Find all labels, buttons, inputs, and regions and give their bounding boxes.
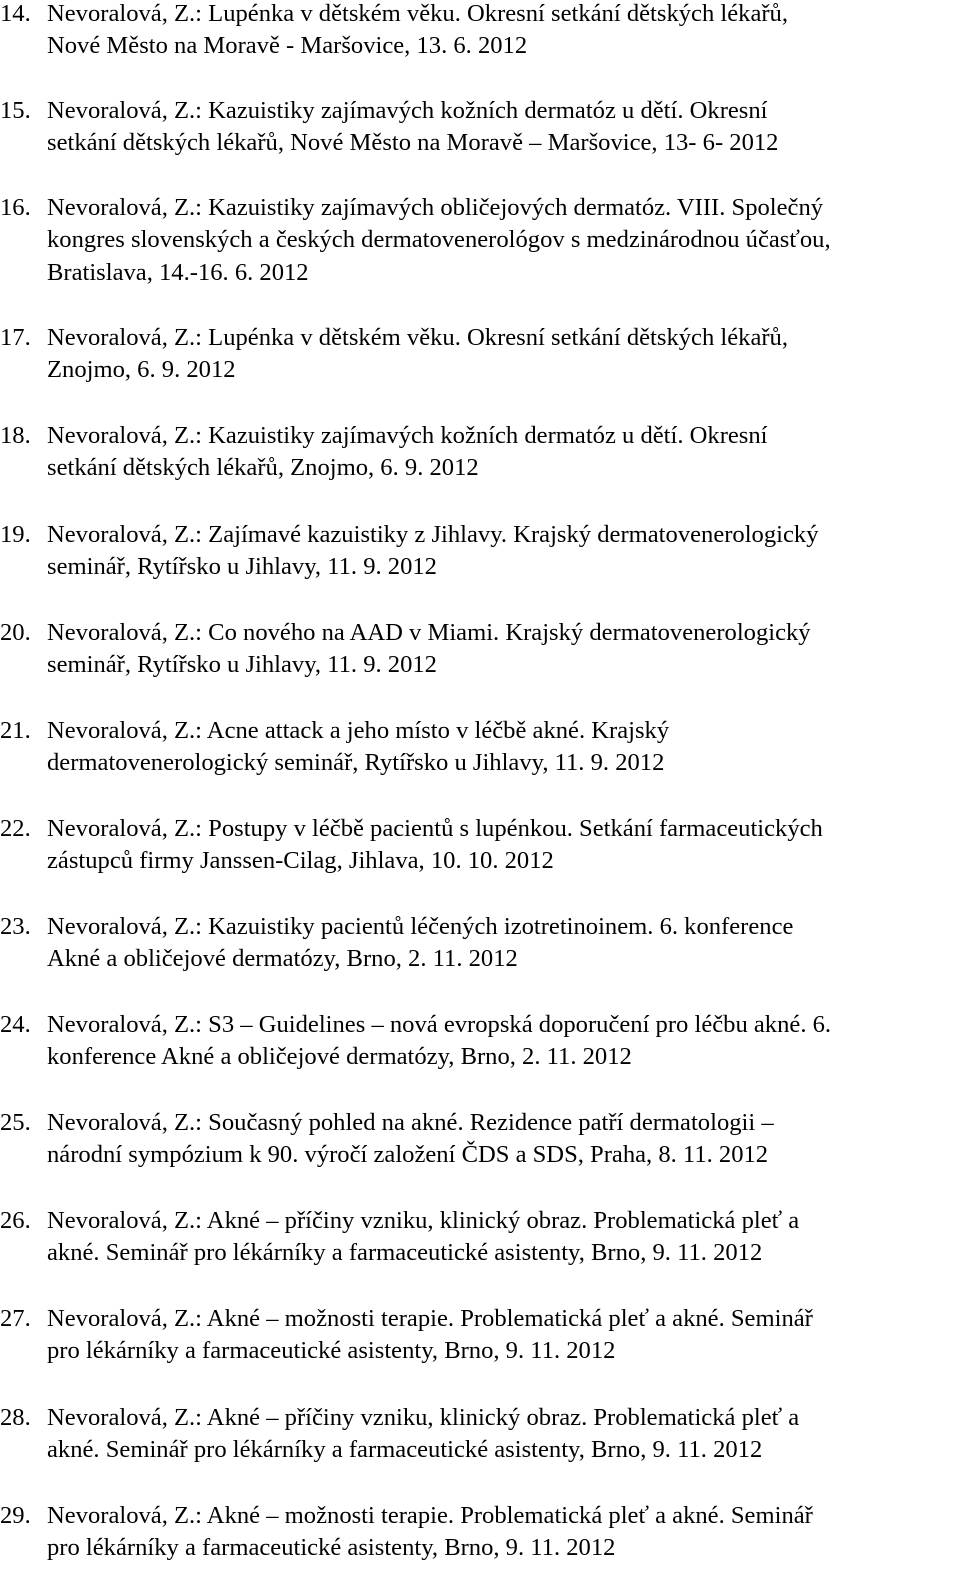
reference-line: setkání dětských lékařů, Nové Město na Moravě – Maršovice, 13- 6- 2012 bbox=[47, 129, 779, 157]
reference-text: Nevoralová, Z.: Kazuistiky zajímavých kožních dermatóz u dětí. Okresní bbox=[47, 422, 768, 449]
reference-item-21 bbox=[0, 715, 955, 780]
reference-text: Nevoralová, Z.: Současný pohled na akné. Rezidence patří dermatologii – bbox=[47, 1109, 774, 1136]
reference-text: Nevoralová, Z.: S3 – Guidelines – nová evropská doporučení pro léčbu akné. 6. bbox=[47, 1011, 832, 1038]
reference-item-19 bbox=[0, 519, 955, 584]
reference-line: konference Akné a obličejové dermatózy, Brno, 2. 11. 2012 bbox=[47, 1043, 632, 1071]
reference-line: seminář, Rytířsko u Jihlavy, 11. 9. 2012 bbox=[47, 553, 437, 581]
reference-line bbox=[0, 322, 955, 354]
reference-line bbox=[0, 420, 955, 452]
reference-item-17 bbox=[0, 322, 955, 387]
reference-item-20 bbox=[0, 617, 955, 682]
reference-line: zástupců firmy Janssen-Cilag, Jihlava, 10. 10. 2012 bbox=[47, 847, 554, 875]
reference-number: 24. bbox=[0, 1011, 31, 1038]
reference-number: 21. bbox=[0, 717, 31, 744]
reference-number: 14. bbox=[0, 0, 31, 27]
reference-item-22 bbox=[0, 813, 955, 878]
reference-number: 29. bbox=[0, 1502, 31, 1529]
reference-text: Nevoralová, Z.: Akné – příčiny vzniku, klinický obraz. Problematická pleť a bbox=[47, 1404, 800, 1431]
reference-number: 17. bbox=[0, 324, 31, 351]
reference-line: dermatovenerologický seminář, Rytířsko u Jihlavy, 11. 9. 2012 bbox=[47, 749, 665, 777]
reference-line: Bratislava, 14.-16. 6. 2012 bbox=[47, 258, 309, 286]
reference-text: Nevoralová, Z.: Akné – příčiny vzniku, klinický obraz. Problematická pleť a bbox=[47, 1207, 800, 1234]
reference-text: Nevoralová, Z.: Kazuistiky pacientů léčených izotretinoinem. 6. konference bbox=[47, 913, 794, 940]
reference-item-25 bbox=[0, 1107, 955, 1172]
reference-item-24 bbox=[0, 1009, 955, 1074]
reference-line bbox=[0, 1205, 955, 1237]
reference-text: Nevoralová, Z.: Co nového na AAD v Miami. Krajský dermatovenerologický bbox=[47, 619, 811, 646]
reference-text: Nevoralová, Z.: Akné – možnosti terapie. Problematická pleť a akné. Seminář bbox=[47, 1305, 813, 1332]
reference-item-27 bbox=[0, 1303, 955, 1368]
reference-line: Znojmo, 6. 9. 2012 bbox=[47, 356, 236, 384]
reference-item-29 bbox=[0, 1500, 955, 1565]
reference-line: kongres slovenských a českých dermatovenerológov s medzinárodnou účasťou, bbox=[47, 226, 831, 254]
reference-line bbox=[0, 1500, 955, 1532]
reference-number: 19. bbox=[0, 521, 31, 548]
reference-text: Nevoralová, Z.: Zajímavé kazuistiky z Jihlavy. Krajský dermatovenerologický bbox=[47, 521, 819, 548]
reference-line bbox=[0, 0, 955, 30]
reference-text: Nevoralová, Z.: Postupy v léčbě pacientů s lupénkou. Setkání farmaceutických bbox=[47, 815, 823, 842]
reference-line: akné. Seminář pro lékárníky a farmaceutické asistenty, Brno, 9. 11. 2012 bbox=[47, 1436, 763, 1464]
reference-line bbox=[0, 911, 955, 943]
reference-line bbox=[0, 1107, 955, 1139]
reference-text: Nevoralová, Z.: Lupénka v dětském věku. Okresní setkání dětských lékařů, bbox=[47, 324, 789, 351]
reference-line bbox=[0, 95, 955, 127]
reference-line bbox=[0, 1303, 955, 1335]
reference-line bbox=[0, 1009, 955, 1041]
reference-line bbox=[0, 813, 955, 845]
reference-line bbox=[0, 715, 955, 747]
reference-text: Nevoralová, Z.: Acne attack a jeho místo v léčbě akné. Krajský bbox=[47, 717, 670, 744]
reference-line bbox=[0, 192, 955, 224]
reference-number: 26. bbox=[0, 1207, 31, 1234]
reference-item-15 bbox=[0, 95, 955, 160]
reference-line bbox=[0, 519, 955, 551]
reference-line: Akné a obličejové dermatózy, Brno, 2. 11. 2012 bbox=[47, 945, 518, 973]
reference-item-28 bbox=[0, 1402, 955, 1467]
reference-line: pro lékárníky a farmaceutické asistenty, Brno, 9. 11. 2012 bbox=[47, 1337, 616, 1365]
reference-item-14 bbox=[0, 0, 955, 63]
reference-item-26 bbox=[0, 1205, 955, 1270]
reference-number: 22. bbox=[0, 815, 31, 842]
reference-number: 18. bbox=[0, 422, 31, 449]
reference-item-23 bbox=[0, 911, 955, 976]
reference-number: 28. bbox=[0, 1404, 31, 1431]
reference-text: Nevoralová, Z.: Kazuistiky zajímavých kožních dermatóz u dětí. Okresní bbox=[47, 97, 768, 124]
reference-number: 25. bbox=[0, 1109, 31, 1136]
reference-line bbox=[0, 617, 955, 649]
reference-text: Nevoralová, Z.: Lupénka v dětském věku. Okresní setkání dětských lékařů, bbox=[47, 0, 789, 27]
reference-text: Nevoralová, Z.: Kazuistiky zajímavých obličejových dermatóz. VIII. Společný bbox=[47, 194, 824, 221]
reference-item-16 bbox=[0, 192, 955, 289]
reference-number: 16. bbox=[0, 194, 31, 221]
reference-item-18 bbox=[0, 420, 955, 485]
reference-text: Nevoralová, Z.: Akné – možnosti terapie. Problematická pleť a akné. Seminář bbox=[47, 1502, 813, 1529]
reference-line bbox=[0, 1402, 955, 1434]
reference-line: akné. Seminář pro lékárníky a farmaceutické asistenty, Brno, 9. 11. 2012 bbox=[47, 1239, 763, 1267]
reference-number: 20. bbox=[0, 619, 31, 646]
reference-number: 23. bbox=[0, 913, 31, 940]
reference-line: národní sympózium k 90. výročí založení ČDS a SDS, Praha, 8. 11. 2012 bbox=[47, 1141, 769, 1169]
reference-number: 27. bbox=[0, 1305, 31, 1332]
reference-line: Nové Město na Moravě - Maršovice, 13. 6. 2012 bbox=[47, 32, 528, 60]
reference-number: 15. bbox=[0, 97, 31, 124]
reference-line: pro lékárníky a farmaceutické asistenty, Brno, 9. 11. 2012 bbox=[47, 1534, 616, 1562]
reference-line: seminář, Rytířsko u Jihlavy, 11. 9. 2012 bbox=[47, 651, 437, 679]
reference-line: setkání dětských lékařů, Znojmo, 6. 9. 2012 bbox=[47, 454, 479, 482]
